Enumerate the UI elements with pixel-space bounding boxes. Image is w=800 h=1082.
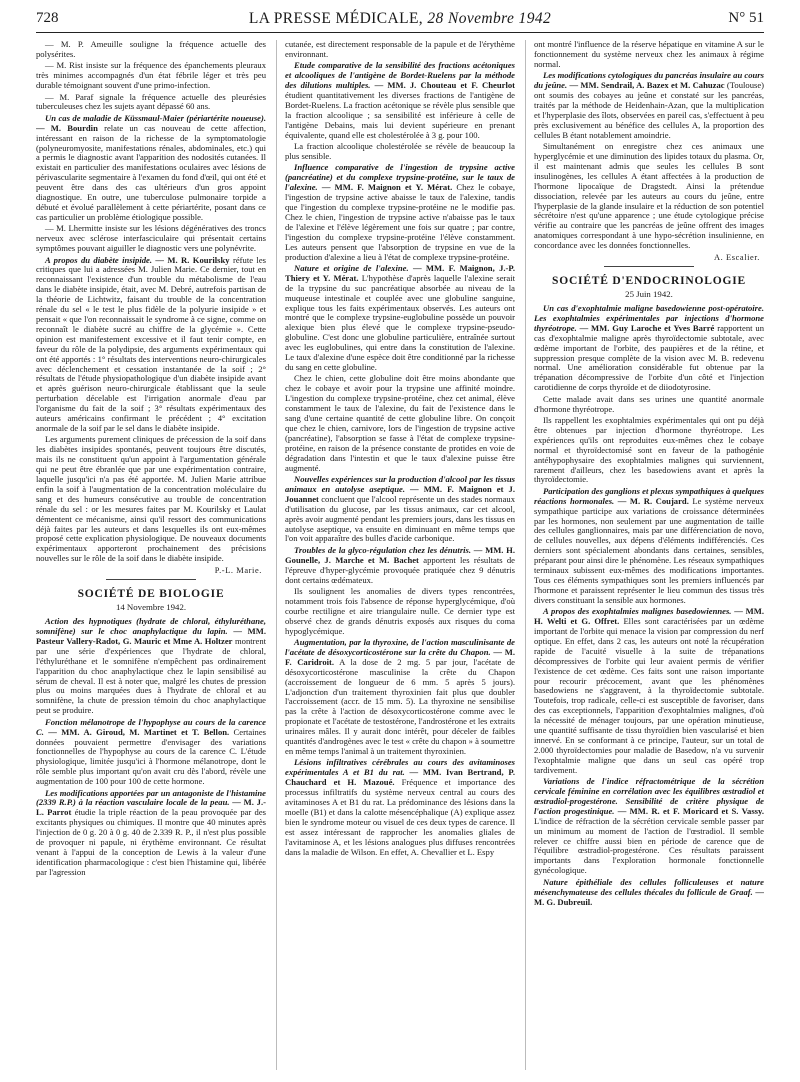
- abstract-body: Elles sont caractérisées par un œdème important de l'orbite qui menace la vision par compression du nerf optique. En effet, dans 2 cas, les auteurs ont noté la récupération rapide de l'acuité visuelle à la suite de trépanations décompressives de l'orbite qui leur avaient permis de vérifier l'existence de cet œdème. Ces faits sont une raison importante pour recourir précocement, avant que les phénomènes basedowiens ne s'aggravent, à la thyroïdectomie subtotale. Toutefois, trop radicale, celle-ci est susceptible de favoriser, dans des cas exceptionnels, l'apparition d'exophtalmies malignes, d'où la nécessité de ménager toujours, par une opération minutieuse, une quantité suffisante de tissu thyroïdien bien vascularisé et bien innervé. En se conformant à ce principe, l'auteur, sur un total de 2.000 thyroïdectomies pour maladie de Basedow, n'a vu survenir l'exophtalmie maligne que dans un seul cas opéré trop tardivement.: [534, 616, 764, 775]
- paragraph: — M. Rist insiste sur la fréquence des épanchements pleuraux très minimes accompagnés d'un état fébrile léger et très peu durable témoignant souvent d'une primo-infection.: [36, 60, 266, 91]
- abstract-body: A la dose de 2 mg. 5 par jour, l'acétate de désoxycorticostérone masculinise la crête du Chapon (accroissement de longueur de 6 mm. 5 après 5 jours). L'adjonction d'un traitement thyroxinien fait plus que doubler l'accroissement (accr. de 15 mm. 5). La thyroxine ne sensibilise pas la crête à l'action de désoxycorticostérone comme avec le propionate et l'acétate de testostérone, l'androstérone et les extraits urinaires mâles. Il y aurait donc intérêt, pour déceler de faibles quantités d'androgènes avec le test « crête du chapon » à soumettre en même temps l'animal à un traitement thyroxinien.: [285, 656, 515, 756]
- abstract-body: Le système nerveux sympathique participe aux variations de croissance déterminées par les hormones, non seulement par une augmentation de taille des cellules ganglionnaires, mais par une différenciation de novo, de cellules nouvelles, aux dépens d'éléments indifférenciés. Ces derniers sont spécialement abondants dans certaines, sensibles, préparant pour ainsi dire le phénomène. Les réseaux sympathiques terminaux subissent eux-mêmes des modifications importantes. Tous ces éléments sympathiques sont les premiers influencés par l'hormone et paraissent représenter le lieu commun des tissus très divers constituant la sensible aux hormones.: [534, 495, 764, 605]
- abstract-title: Troubles de la glyco-régulation chez les dénutris.: [294, 544, 472, 555]
- abstract: [285, 546, 515, 586]
- column-2: [285, 40, 515, 1070]
- abstract-body: L'hypothèse d'après laquelle l'alexine serait de la trypsine du suc pancréatique absorbée au niveau de la muqueuse intestinale et couplée avec une globuline sanguine, explique tous les faits expérimentaux observés. Les auteurs ont montré que le complexe trypsine-euglobuline possède un pouvoir alexique bien plus élevé que le complexe trypsine-pseudo-globuline. C'est donc une globuline particulière, entraînée surtout avec les euglobulines, qui entre dans la constitution de l'alexine. Le taux d'alexine d'une espèce doit être conditionné par la richesse du sang en cette globuline.: [285, 272, 515, 372]
- abstract-authors: — M. R. Coujard.: [617, 495, 689, 506]
- abstract-title: Un cas de maladie de Küssmaul-Maier (périartérite noueuse).: [45, 112, 266, 123]
- column-divider: [276, 40, 277, 1070]
- signature: A. Escalier.: [713, 253, 760, 263]
- abstract-title: Action des hypnotiques (hydrate de chloral, éthyluréthane, somnifène) sur le choc anaphylactique du lapin.: [36, 616, 266, 637]
- abstract-title: Un cas d'exophtalmie maligne basedowienne post-opératoire. Les exophtalmies expérimentales par injections d'hormone thyréotrope.: [534, 303, 764, 333]
- abstract-authors: — MM. J. Chouteau et F. Cheurlot: [374, 80, 515, 91]
- page-header: [36, 10, 764, 32]
- abstract: [534, 304, 764, 393]
- abstract-authors: — MM. F. Maignon et Y. Mérat.: [321, 182, 453, 193]
- abstract-body: concluent que l'alcool représente un des stades normaux d'utilisation du glucose, par les tissus animaux, car cet alcool, après avoir augmenté pendant les premiers jours, dans les tissus en autolyse aseptique, va ensuite en diminuant en même temps que l'on voit apparaître des bulles d'acide carbonique.: [285, 493, 515, 544]
- page-number: 728: [36, 10, 59, 26]
- signature: P.-L. Marie.: [214, 566, 262, 576]
- abstract-title: Nouvelles expériences sur la production d'alcool par les tissus animaux en autolyse aseptique.: [285, 473, 515, 494]
- paragraph: Les arguments purement cliniques de précession de la soif dans les diabètes insipides spontanés, peuvent toujours être discutés, mais ils ne constituent qu'un appoint à l'argumentation générale qui ne peut être ébranlée que par une expérimentation contraire, laquelle jusqu'ici n'a pas été apportée. M. Julien Marie attribue enfin la soif à l'augmentation de la concentration moléculaire du sang et des humeurs consécutive au trouble de concentration rénale du sel : or les mesures faites par M. Kourilsky et Laulat démentent ce mécanisme, ainsi qu'il ressort des communications déjà faites par les auteurs et dans lesquelles ils ont eux-mêmes proposé cette explication physiologique. De nouveaux documents expérimentaux apporteront prochainement des précisions nouvelles sur le rôle de la soif dans le diabète insipide.: [36, 434, 266, 564]
- abstract-authors: — MM. Ivan Bertrand, P. Chauchard et H. Mazoué.: [285, 767, 515, 788]
- abstract-body: Chez le cobaye, l'ingestion de trypsine active abaisse le taux de l'alexine, tandis que l'ingestion du complexe trypsine-protéine ne le modifie pas. Chez le chien, l'ingestion de trypsine active n'abaisse pas le taux de l'alexine et l'élève légèrement une fois sur quatre ; par contre, l'ingestion du complexe trypsine-protéine l'élève constamment. Les auteurs pensent que l'absorption de trypsine en vue de la production d'alexine a lieu à l'état de complexe trypsine-protéine.: [285, 182, 515, 262]
- article-columns: [36, 40, 764, 1070]
- abstract-authors: — M. R. Kourilsky: [155, 254, 230, 265]
- abstract-title: Fonction mélanotrope de l'hypophyse au cours de la carence C.: [36, 716, 266, 737]
- abstract-title: Nature épithéliale des cellules folliculeuses et nature mésenchymateuse des cellules thécales du follicule de Graaf.: [534, 876, 764, 897]
- abstract-body: rapportent un cas d'exophtalmie maligne après thyroïdectomie subtotale, avec œdème important de l'orbite, des paupières et de la rétine, et suppression presque complète de la vision avec M. B. redevenu normal. Une amélioration considérable fut obtenue par la trépanation décompressive de l'orbite d'un côté et l'injection carotidienne de corps thyroïde et de diiodotyrosine.: [534, 322, 764, 393]
- abstract: [534, 487, 764, 606]
- abstract: [36, 256, 266, 434]
- paragraph: Cette malade avait dans ses urines une quantité anormale d'hormone thyréotrope.: [534, 393, 764, 414]
- paragraph: cutanée, est directement responsable de la papule et de l'érythème environnant.: [285, 40, 515, 59]
- abstract-body: étudient quantitativement les diverses fractions de l'antigène de Bordet-Ruelens. La fraction acétonique se révèle plus sensible que la fraction alcoolique ; sa sensibilité est inférieure à celle de l'antigène Debains, mais lui devient supérieure en prenant équivalente, quand elle est cholestérolée à 3 g. pour 100.: [285, 90, 515, 140]
- abstract-title: A propos du diabète insipide.: [45, 254, 152, 265]
- paragraph: — M. Paraf signale la fréquence actuelle des pleurésies tuberculeuses chez les sujets ayant dépassé 60 ans.: [36, 91, 266, 112]
- paragraph: ont montré l'influence de la réserve hépatique en vitamine A sur le fonctionnement du système nerveux chez les animaux à régime normal.: [534, 40, 764, 69]
- abstract-body: relate un cas nouveau de cette affection, intéressant en raison de la richesse de la symptomatologie (polyneuromyosite, manifestations rénales, abdominales, etc.) qui a permis le diagnostic avant l'apparition des nodosités cutanées. Il existait en particulier des manifestations oculaires avec lésions de périvascularite segmentaire à l'examen du fond d'œil, qui ont été et peuvent être dans des cas ultérieurs d'un gros appoint diagnostique. En outre, une tuberculose pulmonaire torpide a débuté et évolué parallèlement à cette périartérite, posant dans ce cas particulier un problème étiologique possible.: [36, 122, 266, 222]
- abstract-authors: — MM. H. Welti et G. Offret.: [534, 606, 764, 627]
- abstract-title: Etude comparative de la sensibilité des fractions acétoniques et alcooliques de l'antigène de Bordet-Ruelens par la méthode des dilutions multiples.: [285, 60, 515, 91]
- abstract-title: Augmentation, par la thyroxine, de l'action masculinisante de l'acétate de désoxycorticostérone sur la crête du Chapon.: [285, 636, 515, 657]
- abstract-body: apportent les résultats de l'épreuve d'hyper-glycémie provoquée pratiquée chez 9 dénutris dont certains œdémateux.: [285, 554, 515, 585]
- abstract-title: Participation des ganglions et plexus sympathiques à quelques réactions hormonales.: [534, 485, 764, 506]
- abstract: [285, 264, 515, 373]
- abstract-authors: — MM. F. Maignon et J. Jouannet: [285, 483, 515, 504]
- header-rule: [36, 32, 764, 33]
- issue-number: N° 51: [728, 10, 764, 26]
- abstract: [285, 163, 515, 262]
- abstract-authors: — MM. Sendrail, A. Bazex et M. Cahuzac: [569, 80, 725, 91]
- section-date: 25 Juin 1942.: [625, 289, 673, 300]
- abstract-body: Certaines données pouvaient permettre d'envisager des variations fonctionnelles de l'hypophyse au cours de la carence C. L'étude physiologique, limitée jusqu'ici à l'hormone mélanotrope, dont le rôle semble plus important qu'on avait cru dès l'abord, révèle une augmentation de 100 pour 100 de cette hormone.: [36, 726, 266, 787]
- abstract-title: A propos des exophtalmies malignes basedowiennes.: [543, 606, 732, 617]
- abstract-authors: — M. G. Dubreuil.: [534, 886, 764, 907]
- abstract-body: (Toulouse) ont soumis des cobayes au jeûne et constaté sur les pancréas, traités par la méthode de Heidenhain-Azan, que la multiplication et l'hyperplasie des îlots, observées en pareil cas, s'effectuent à peu près exclusivement au bénéfice des cellules A, la proportion des cellules B étant notablement amoindrie.: [534, 80, 764, 140]
- section-heading: SOCIÉTÉ D'ENDOCRINOLOGIE: [552, 275, 746, 288]
- abstract-title: Lésions infiltratives cérébrales au cours des avitaminoses expérimentales A et B1 du rat.: [285, 757, 515, 778]
- abstract-authors: — M. F. Caridroit.: [285, 646, 515, 667]
- abstract: [534, 71, 764, 140]
- abstract-title: Les modifications apportées par un antagoniste de l'histamine (2339 R.P.) à la réaction vasculaire locale de la peau.: [36, 787, 266, 808]
- paragraph: Simultanément on enregistre chez ces animaux une hyperglycémie et une diminution des lipides totaux du plasma. Or, il est maintenant admis que seules les cellules B sont insulinogènes, les cellules A étant affectées à la production de l'hormone lipocaïque de Dragstedt. Ainsi la prétendue dissociation, relevée par les auteurs au cours du jeûne, entre l'hyperplasie de la glande insulaire et la réduction de son potentiel sécrétoire n'est qu'une apparence ; une étude cytologique précise vérifie au contraire que les pancréas de jeûne offrent des images anatomiques correspondant à une hypo-sécrétion insulinienne, en concordance avec les données fonctionnelles.: [534, 141, 764, 251]
- section-heading: SOCIÉTÉ DE BIOLOGIE: [77, 588, 225, 601]
- abstract: [534, 777, 764, 876]
- abstract-title: Les modifications cytologiques du pancréas insulaire au cours du jeûne.: [534, 70, 764, 91]
- abstract-title: Influence comparative de l'ingestion de trypsine active (pancréatine) et du complexe trypsine-protéine, sur le taux de l'alexine.: [285, 162, 515, 193]
- abstract-authors: — MM. H. Gounelle, J. Marche et M. Bachet: [285, 544, 515, 565]
- paragraph: Ils rappellent les exophtalmies expérimentales qui ont pu déjà être obtenues par injection d'hormone thyréotrope. Les expériences qu'ils ont reproduites eux-mêmes chez le cobaye normal et thyroïdectomisé sont en faveur de la pathogénie antéhypophysaire des exophtalmies malignes qui surviennent, rarement d'ailleurs, chez les basedowiens avant et après la thyroïdectomie.: [534, 415, 764, 485]
- journal-name: LA PRESSE MÉDICALE,: [248, 10, 424, 27]
- abstract-authors: — M. Bourdin: [36, 122, 98, 133]
- paragraph: Chez le chien, cette globuline doit être moins abondante que chez le cobaye et avoir pour la trypsine une affinité moindre. L'ingestion du complexe trypsine-protéine, chez cet animal, élève constamment le taux de l'alexine, du fait de l'existence dans le sang d'une certaine quantité de cette globuline libre. On conçoit que chez le chien, carnivore, lors de l'ingestion de trypsine active (pancréatine), l'absorption se fasse à l'état de complexe trypsine-protéine, en raison de la présence constante de protides en voie de dégradation dans l'intestin et que le taux d'alexine puisse être augmenté.: [285, 373, 515, 473]
- abstract-authors: — MM. Pasteur Vallery-Radot, G. Mauric et Mme A. Holtzer: [36, 626, 266, 646]
- abstract-authors: — MM. F. Maignon, J.-P. Thiery et Y. Mérat.: [285, 262, 515, 283]
- column-1: [36, 40, 266, 1070]
- abstract: [285, 758, 515, 857]
- abstract-authors: — MM. R. et F. Moricard et S. Vassy.: [617, 805, 764, 816]
- abstract-authors: — M. J.-L. Parrot: [36, 797, 266, 818]
- abstract-body: L'indice de réfraction de la sécrétion cervicale semble passer par un minimum au moment de l'action de l'œstradiol. Il semble relever ce chiffre aussi bien en période de carence que de l'équilibre œstradiol-progestérone. Ces résultats paraissent importants dans l'exploration hormonale fonctionnelle gynécologique.: [534, 815, 764, 876]
- paragraph: — M. Lhermitte insiste sur les lésions dégénératives des troncs nerveux avec sclérose interfasciculaire qui présentait certains symptômes pouvant aiguiller le diagnostic vers une polynévrite.: [36, 223, 266, 254]
- section-rule: [604, 266, 694, 267]
- abstract: [36, 617, 266, 716]
- abstract: [285, 61, 515, 140]
- column-divider: [525, 40, 526, 1070]
- abstract: [36, 114, 266, 223]
- column-3: [534, 40, 764, 1070]
- abstract-title: Variations de l'indice réfractométrique de la sécrétion cervicale féminine en corrélation avec les équilibres œstradiol et œstradiol-progestérone. Sensibilité de critère physique de l'action progestinique.: [534, 776, 764, 816]
- abstract: [36, 718, 266, 787]
- abstract: [534, 607, 764, 775]
- abstract-body: montrent par une série d'expériences que l'hydrate de chloral, l'éthyluréthane et le somnifène n'empêchent pas ordinairement l'apparition du choc anaphylactique chez le lapin sensibilisé au sérum de cheval. Il est à noter que, malgré les chutes de pression plus ou moins marquées dues à l'hydrate de chloral et au somnifène, la chute de pression témoin du choc anaphylactique peut se produire.: [36, 635, 266, 716]
- abstract-body: Fréquence et importance des processus infiltratifs du système nerveux central au cours des avitaminoses A et B1 du rat. La prédominance des lésions dans la moelle (B1) et dans la calotte mésencéphalique (A) explique assez bien le syndrome moteur ou visuel de ces deux types de carence. Il est assez intéressant de rapprocher les anomalies gliales de l'avitaminose A, et les lésions analogues plus diffuses rencontrées dans la maladie de Wilson. En effet, A. Chevallier et L. Espy: [285, 777, 515, 857]
- abstract-title: Nature et origine de l'alexine.: [294, 262, 409, 273]
- abstract-body: étudie la triple réaction de la peau provoquée par des excitants physiques ou chimiques. Il montre que 40 minutes après l'injection de 0 g. 20 à 0 g. 40 de 2.339 R. P., il n'est plus possible de provoquer ni papule, ni érythème environnant. Ce résultat venant à l'appui de la conception de Lewis à la valeur d'une identification pharmacologique : c'est bien l'histamine qui, libérée par l'agression: [36, 807, 266, 877]
- abstract-body: réfute les critiques que lui a adressées M. Julien Marie. Ce dernier, tout en reconnaissant l'existence d'un trouble du métabolisme de l'eau dans le diabète insipide, était, avec M. Debré, autrefois partisan de la théorie de Lichtwitz, faisant du trouble de la concentration rénale du sel « le test le plus fidèle de la polyurie insipide » et pensait « que l'on reconnaissait le syndrome à ce signe, comme on reconnaît le diabète sucré au chiffre de la glycémie ». Cette opinion est manifestement excessive et il faut tenir compte, en faveur du rôle de la polydipsie, des arguments expérimentaux qui ont été apportés : 1° résultats des interventions neuro-chirurgicales avec déclenchement et cessation instantanée de la soif ; 2° résultats de l'étude physiopathologique d'un diabète insipide avant et après guérison neuro-chirurgicale établissant que la seule perturbation décelable est l'irrigation anormale d'eau par l'organisme du fait de la soif ; 3° résultats expérimentaux des auteurs américains confirmant le précédent ; 4° excitation anormale de la soif par le sel dans le diabète insipide.: [36, 254, 266, 433]
- abstract: [36, 789, 266, 878]
- abstract: [534, 878, 764, 908]
- paragraph: — M. P. Ameuille souligne la fréquence actuelle des polysérites.: [36, 40, 266, 59]
- abstract: [285, 638, 515, 757]
- abstract: [285, 475, 515, 544]
- paragraph: Ils soulignent les anomalies de divers types rencontrées, notamment trois fois l'absence de réponse hyperglycémique, d'où courbe rectiligne et aire triangulaire nulle. Ce dernier type est observé chez de grands dénutris exposés aux risques du coma hypoglycémique.: [285, 585, 515, 636]
- section-rule: [106, 579, 196, 580]
- paragraph: La fraction alcoolique cholestérolée se révèle de beaucoup la plus sensible.: [285, 141, 515, 161]
- abstract-authors: — MM. A. Giroud, M. Martinet et T. Bellon.: [48, 726, 230, 737]
- issue-date: 28 Novembre 1942: [427, 10, 552, 27]
- abstract-authors: — MM. Guy Laroche et Yves Barré: [579, 322, 715, 333]
- journal-title: [36, 10, 764, 28]
- section-date: 14 Novembre 1942.: [115, 602, 187, 613]
